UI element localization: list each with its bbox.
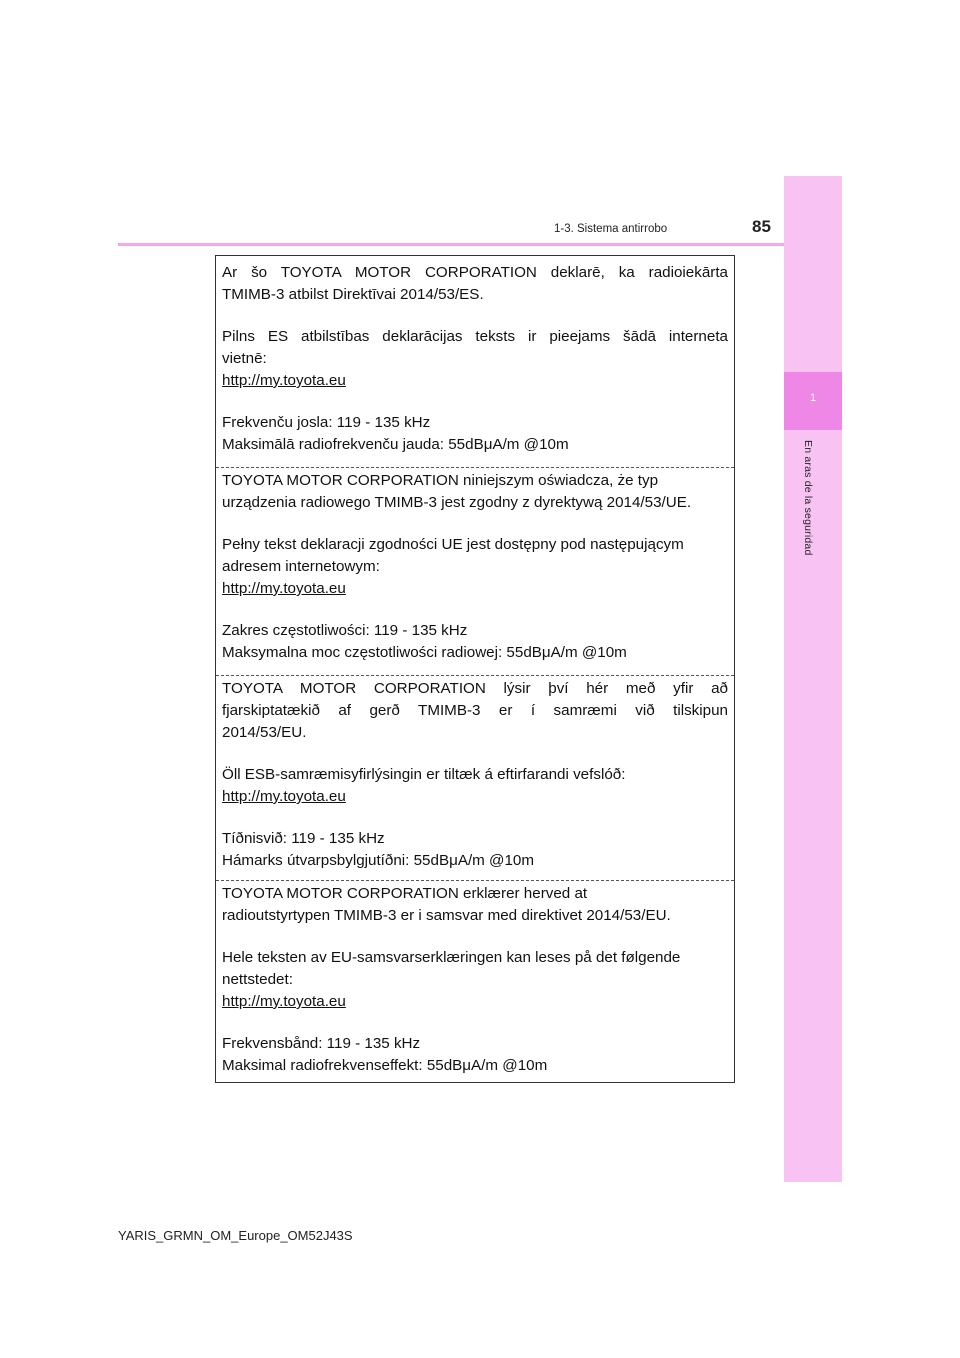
full-text-line: Pilns ES atbilstības deklarācijas teksts ir pieejams šādā interneta: [222, 328, 728, 345]
section-divider: [216, 675, 734, 676]
full-text-line: adresem internetowym:: [222, 558, 380, 575]
declaration-link[interactable]: http://my.toyota.eu: [222, 372, 346, 389]
declaration-link[interactable]: http://my.toyota.eu: [222, 993, 346, 1010]
frequency-band: Frekvenču josla: 119 - 135 kHz: [222, 414, 431, 431]
header-rule: [118, 243, 784, 246]
frequency-band: Frekvensbånd: 119 - 135 kHz: [222, 1035, 421, 1052]
max-power: Maksymalna moc częstotliwości radiowej: 55dBμA/m @10m: [222, 644, 627, 661]
page-number: 85: [752, 217, 771, 236]
frequency-band: Tíðnisvið: 119 - 135 kHz: [222, 830, 385, 847]
declaration-line: TMIMB-3 atbilst Direktīvai 2014/53/ES.: [222, 286, 484, 303]
declaration-line: urządzenia radiowego TMIMB-3 jest zgodny z dyrektywą 2014/53/UE.: [222, 494, 692, 511]
notice-icelandic: [222, 678, 728, 872]
declaration-link[interactable]: http://my.toyota.eu: [222, 788, 346, 805]
declaration-line: TOYOTA MOTOR CORPORATION erklærer herved at: [222, 885, 588, 902]
notice-latvian: [222, 262, 728, 456]
notice-norwegian: [222, 883, 728, 1077]
max-power: Maksimālā radiofrekvenču jauda: 55dBμA/m @10m: [222, 436, 569, 453]
chapter-title-vertical: En aras de la seguridad: [802, 440, 814, 556]
notice-polish: [222, 470, 728, 664]
document-id-footer: YARIS_GRMN_OM_Europe_OM52J43S: [118, 1228, 353, 1243]
frequency-band: Zakres częstotliwości: 119 - 135 kHz: [222, 622, 468, 639]
declaration-line: 2014/53/EU.: [222, 724, 307, 741]
chapter-number: 1: [809, 392, 817, 404]
section-title: 1-3. Sistema antirrobo: [554, 223, 668, 235]
full-text-line: vietnē:: [222, 350, 267, 367]
declaration-line: radioutstyrtypen TMIMB-3 er i samsvar med direktivet 2014/53/EU.: [222, 907, 671, 924]
declaration-line: TOYOTA MOTOR CORPORATION niniejszym oświadcza, że typ: [222, 472, 659, 489]
section-divider: [216, 467, 734, 468]
section-divider: [216, 880, 734, 881]
declaration-line: Ar šo TOYOTA MOTOR CORPORATION deklarē, ka radioiekārta: [222, 264, 728, 281]
declaration-link[interactable]: http://my.toyota.eu: [222, 580, 346, 597]
declaration-line: TOYOTA MOTOR CORPORATION lýsir því hér með yfir að: [222, 680, 728, 697]
declaration-line: fjarskiptatækið af gerð TMIMB-3 er í samræmi við tilskipun: [222, 702, 728, 719]
full-text-line: nettstedet:: [222, 971, 293, 988]
full-text-line: Öll ESB-samræmisyfirlýsingin er tiltæk á eftirfarandi vefslóð:: [222, 766, 626, 783]
max-power: Hámarks útvarpsbylgjutíðni: 55dBμA/m @10m: [222, 852, 535, 869]
max-power: Maksimal radiofrekvenseffekt: 55dBμA/m @10m: [222, 1057, 548, 1074]
full-text-line: Pełny tekst deklaracji zgodności UE jest dostępny pod następującym: [222, 536, 684, 553]
full-text-line: Hele teksten av EU-samsvarserklæringen kan leses på det følgende: [222, 949, 681, 966]
declaration-notice-box: [215, 255, 735, 1083]
chapter-side-tab: [784, 176, 842, 1182]
